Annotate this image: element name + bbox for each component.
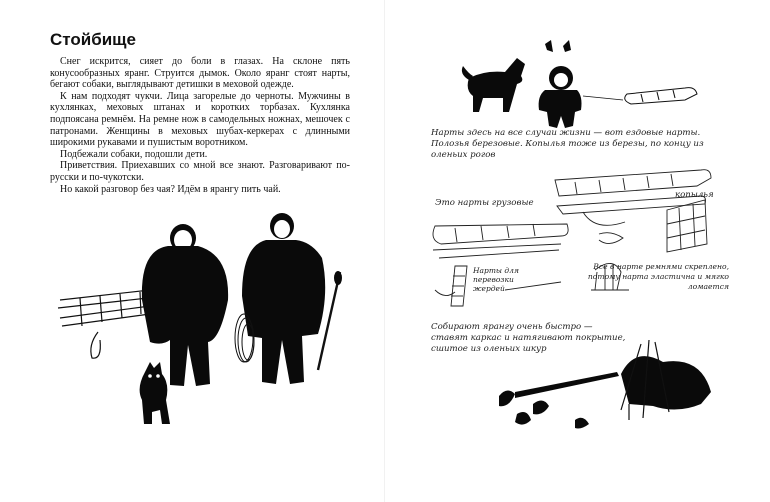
sled-dog-silhouette bbox=[462, 58, 525, 112]
small-sled-drawing bbox=[625, 88, 697, 104]
paragraph: Приветствия. Приехавших со мной все знают. Разговаривают по-русски и по-чукотски. bbox=[50, 160, 350, 183]
paragraph: Подбежали собаки, подошли дети. bbox=[60, 148, 208, 160]
dog-and-child-illustration bbox=[385, 0, 770, 502]
right-page bbox=[385, 0, 770, 502]
note-riding-sled: Нарты здесь на все случаи жизни — вот ездовые нарты. Полозья березовые. Копылья тоже из березы, по концу из оленьих рогов bbox=[431, 128, 704, 160]
page-title: Стойбище bbox=[50, 30, 136, 49]
person-right-silhouette bbox=[242, 213, 342, 384]
bird-icons bbox=[545, 40, 571, 52]
person-left-silhouette bbox=[142, 224, 228, 386]
paragraph: К нам подходят чукчи. Лица загорелые до черноты. Мужчины в кухлянках, меховых штанах и коротких торбазах. Кухлянка подпоясана ремнём. На ремне нож в самодельных ножнах, мешочек с патронами. Женщины в меховых шубах-керкерах с длинными широкими рукавами и пушистым воротником. bbox=[50, 90, 350, 149]
note-yaranga: Собирают ярангу очень быстро — ставят каркас и натягивают покрытие, сшитое из оленьих шкур bbox=[431, 322, 626, 354]
note-pole-sled: Нарты для перевозки жердей bbox=[473, 266, 519, 293]
note-kopylya: копылья bbox=[675, 190, 714, 200]
note-straps: Все в нарте ремнями скреплено, потому нарта эластична и мягко ломается bbox=[587, 262, 729, 291]
paragraph: Но какой разговор без чая? Идём в ярангу пить чай. bbox=[60, 183, 281, 195]
child-silhouette bbox=[539, 66, 582, 128]
note-cargo-sled: Это нарты грузовые bbox=[435, 198, 534, 208]
paragraph: Снег искрится, сияет до боли в глазах. На склоне пять конусообразных яранг. Струится дымок. Около яранг стоят нарты, бегают собаки, выглядывают детишки в меховой одежде. bbox=[50, 56, 350, 91]
dog-silhouette bbox=[140, 362, 170, 424]
